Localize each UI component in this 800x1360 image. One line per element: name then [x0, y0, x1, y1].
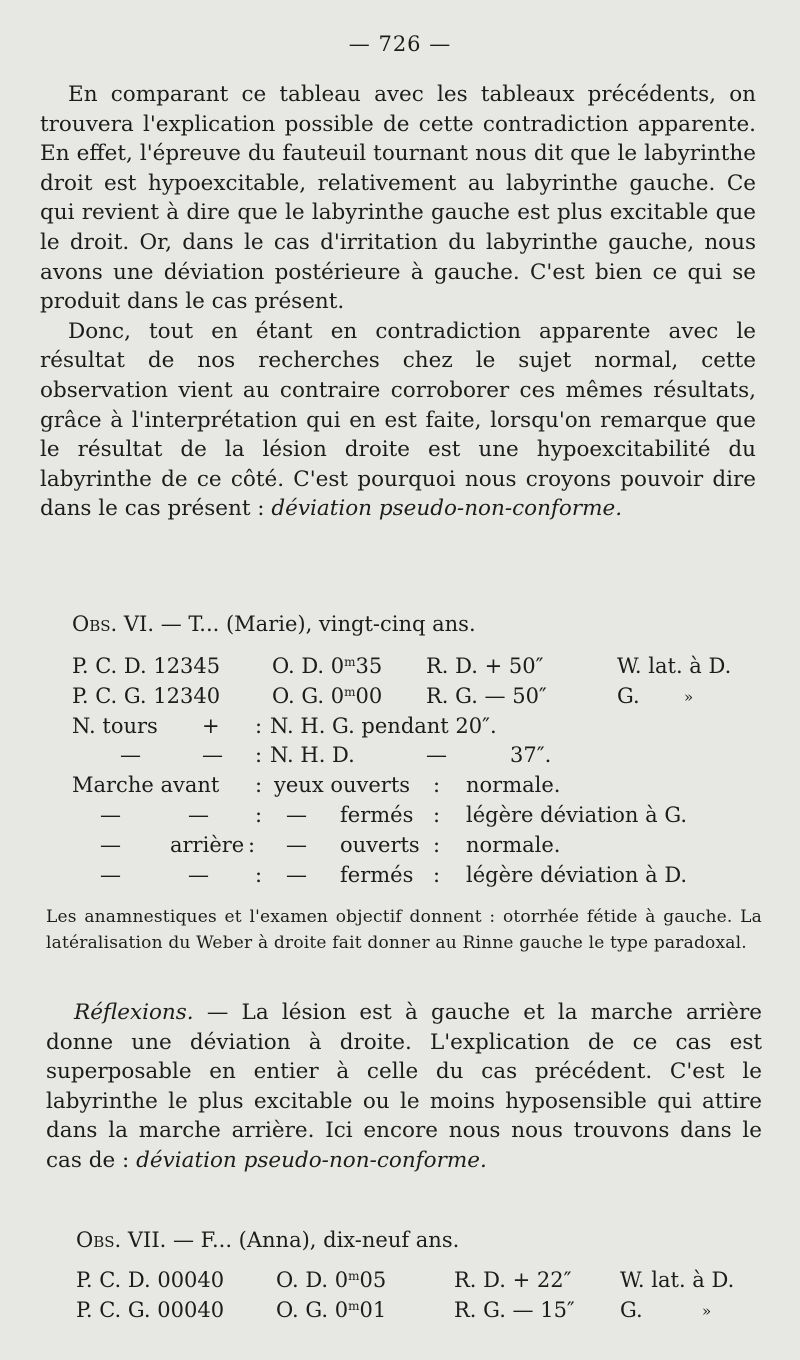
pcd-value: P. C. D. 12345 — [72, 654, 221, 678]
page: — 726 — En comparant ce tableau avec les tableaux précédents, on trouvera l'explication possible de cette contradiction apparente. En effet, l'épreuve du fauteuil tournant nous dit que le labyrinthe droit est hypoexcitable, relativement au labyrinthe gauche. Ce qui revient à dire que le labyrinthe gauche est plus excitable que le droit. Or, dans le cas d'irritation du labyrinthe gauche, nous avons une déviation postérieure à gauche. C'est bien ce qui se produit dans le cas présent. Donc, tout en étant en contradiction apparente avec le résultat de nos recherches chez le sujet normal, cette observation vient au contraire corroborer ces mêmes résultats, grâce à l'interprétation qui en est faite, lorsqu'on remarque que le résultat de la lésion droite est une hypoexcitabilité du labyrinthe de ce côté. C'est pourquoi nous croyons pouvoir dire dans le cas présent : déviation pseudo-non-conforme. Obs. VI. — T... (Marie), vingt-cinq ans. P. C. D. 12345 O. D. 0$^m$35 R. D. + 50″ W. lat. à D. P. C. G. 12340 O. G. 0$^m$00 R. G. — 50″ G. » N. tours + : N. H. G. pendant 20″. — — : N. H. D. — 37″. Marche avant : yeux ouverts : normale. — — : — fermés : légère déviation à G. — arrière : — ouverts : normale. — — : — fermés : légère déviation à D. Les anamnestiques et l'examen objectif donnent : otorrhée fétide à gauche. La latéralisation du Weber à droite fait donner au Rinne gauche le type paradoxal. Réflexions. — La lésion est à gauche et la marche arrière donne une déviation à droite. L'explication de ce cas est superposable en entier à celle du cas précédent. C'est le labyrinthe le plus excitable ou le moins hyposensible qui attire dans la marche arrière. Ici encore nous nous trouvons dans le cas de : déviation pseudo-non-conforme. Obs. VII. — F... (Anna), dix-neuf ans. P. C. D. 00040 O. D. 0$^m$05 R. D. + 22″ W. lat. à D. P. C. G. 00040 O. G. 0$^m$01 R. G. — 15″ G. » — [0, 0, 800, 1360]
paragraph-1: En comparant ce tableau avec les tableaux précédents, on trouvera l'explication possible de cette contradiction apparente. En effet, l'épreuve du fauteuil tournant nous dit que le labyrinthe droit est hypoexcitable, relativement au labyrinthe gauche. Ce qui revient à dire que le labyrinthe gauche est plus excitable que le droit. Or, dans le cas d'irritation du labyrinthe gauche, nous avons une déviation postérieure à gauche. C'est bien ce qui se produit dans le cas présent. — [40, 82, 756, 315]
obs7-label: Obs. VII. — [76, 1228, 167, 1252]
og-value: O. G. 0$^m$00 — [272, 684, 383, 708]
rg-value: R. G. — 50″ — [426, 684, 547, 708]
paragraph-2 — [40, 317, 756, 524]
intro-text — [40, 80, 756, 524]
obs7-title: — F... (Anna), dix-neuf ans. — [166, 1228, 460, 1252]
rd-value: R. D. + 50″ — [426, 654, 544, 678]
reflexions-italic: déviation pseudo-non-conforme. — [136, 1147, 487, 1173]
od-value: O. D. 0$^m$35 — [272, 654, 383, 678]
reflexions — [46, 998, 762, 1176]
ditto-mark: » — [684, 688, 694, 706]
obs6-heading — [72, 612, 476, 636]
reflexions-label: Réflexions. — [74, 1000, 194, 1025]
weber-value: W. lat. à D. — [617, 654, 732, 678]
paragraph-2-italic: déviation pseudo-non-conforme. — [271, 496, 623, 522]
paragraph-2-text: Donc, tout en étant en contradiction apparente avec le résultat de nos recherches chez le sujet normal, cette observation vient au contraire corroborer ces mêmes résultats, grâce à l'interprétation qui en est faite, lorsqu'on remarque que le résultat de la lésion droite est une hypoexcitabilité du labyrinthe de ce côté. C'est pourquoi nous croyons pouvoir dire dans le cas présent : — [40, 318, 756, 522]
clinical-note: Les anamnestiques et l'examen objectif donnent : otorrhée fétide à gauche. La latéralisation du Weber à droite fait donner au Rinne gauche le type paradoxal. — [46, 907, 762, 953]
pcg-value: P. C. G. 12340 — [72, 684, 221, 708]
obs6-label: Obs. VI. — [72, 612, 155, 636]
obs7-heading — [76, 1228, 459, 1252]
g-value: G. — [617, 684, 640, 708]
obs6-title: — T... (Marie), vingt-cinq ans. — [154, 612, 476, 636]
reflexions-text: — La lésion est à gauche et la marche arrière donne une déviation à droite. L'explication de ce cas est superposable en entier à celle du cas précédent. C'est le labyrinthe le plus excitable ou le moins hyposensible qui attire dans la marche arrière. Ici encore nous nous trouvons dans le cas de : — [46, 1000, 762, 1173]
page-number: — 726 — — [348, 32, 452, 56]
